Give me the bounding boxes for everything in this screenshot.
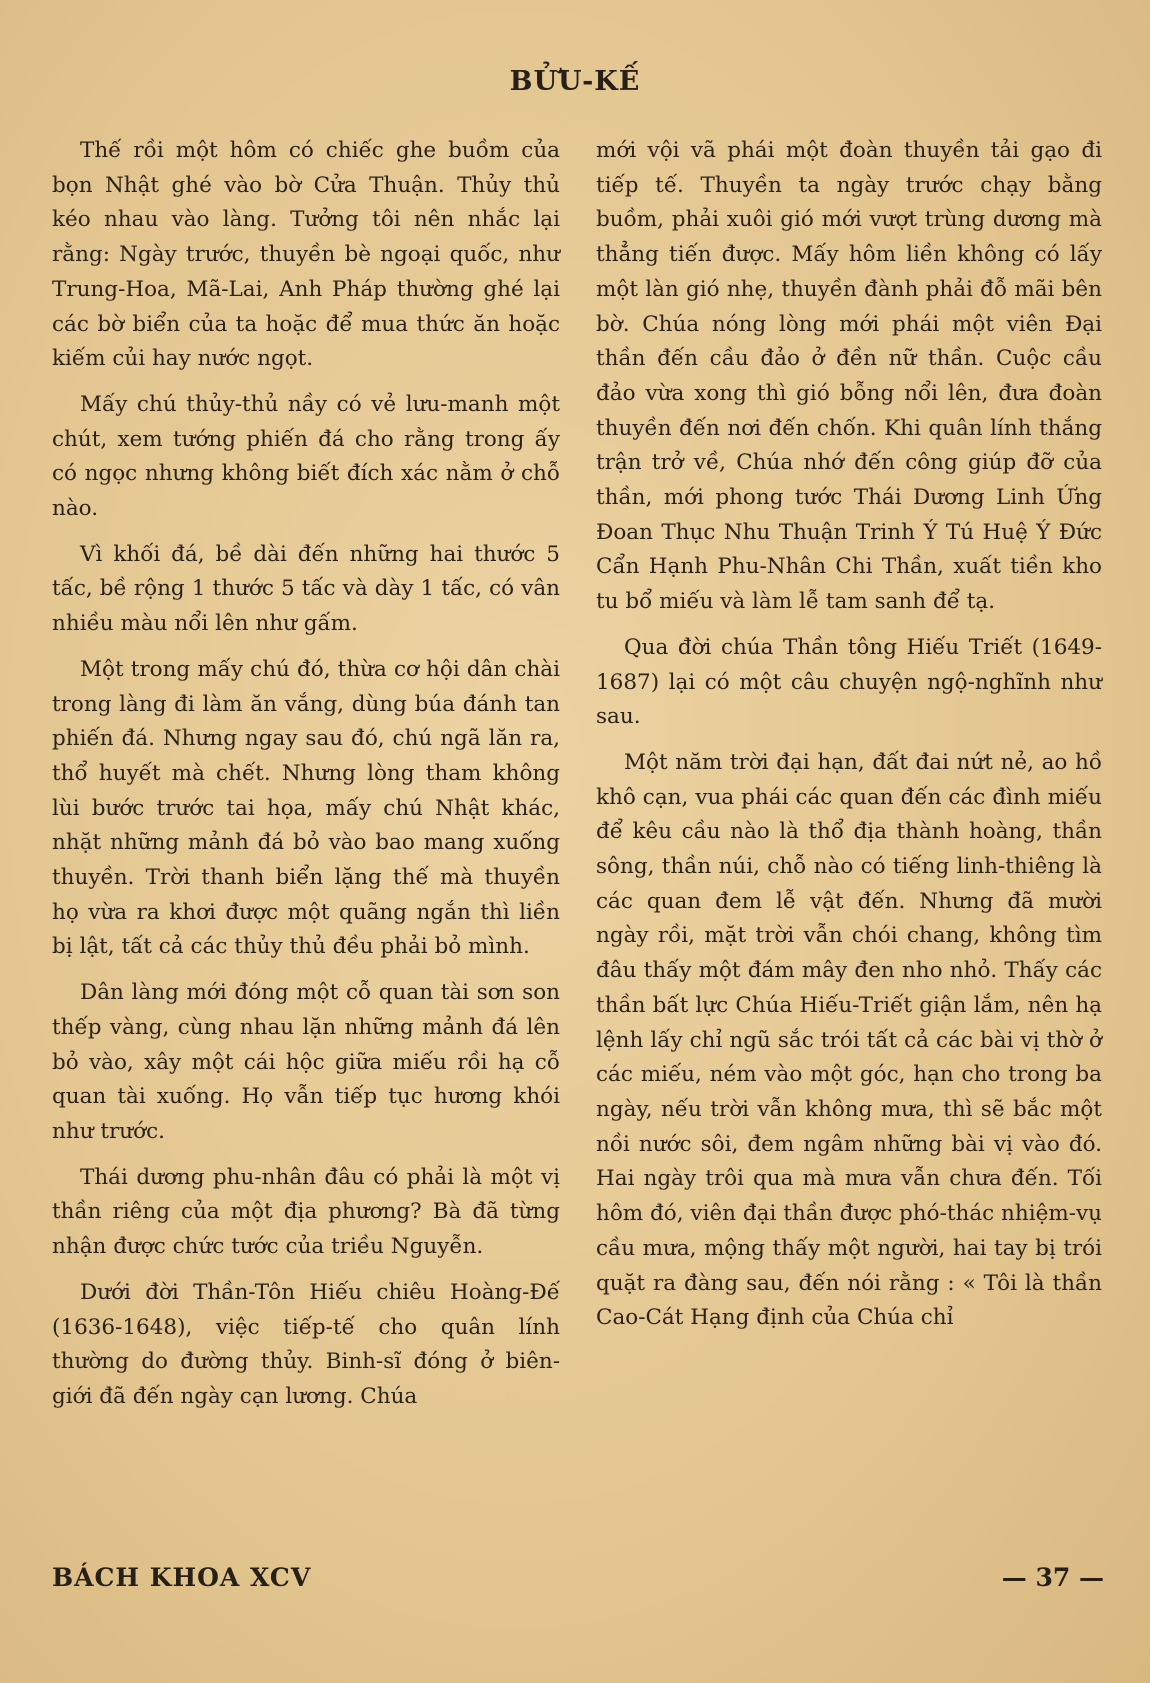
paragraph: Vì khối đá, bề dài đến những hai thước 5 tấc, bề rộng 1 thước 5 tấc và dày 1 tấc, có vân nhiều màu nổi lên như gấm. (52, 541, 560, 637)
paragraph: Mấy chú thủy-thủ nầy có vẻ lưu-manh một chút, xem tướng phiến đá cho rằng trong ấy có ngọc nhưng không biết đích xác nằm ở chỗ nào. (52, 391, 560, 522)
paragraph: Thế rồi một hôm có chiếc ghe buồm của bọn Nhật ghé vào bờ Cửa Thuận. Thủy thủ kéo nhau vào làng. Tưởng tôi nên nhắc lại rằng: Ngày trước, thuyền bè ngoại quốc, như Trung-Hoa, Mã-Lai, Anh Pháp thường ghé lại các bờ biển của ta hoặc để mua thức ăn hoặc kiếm củi hay nước ngọt. (52, 138, 560, 372)
paragraph: Dưới đời Thần-Tôn Hiếu chiêu Hoàng-Đế (1636-1648), việc tiếp-tế cho quân lính thường do đường thủy. Binh-sĩ đóng ở biên-giới đã đến ngày cạn lương. Chúa (52, 1279, 560, 1409)
paragraph: Thái dương phu-nhân đâu có phải là một vị thần riêng của một địa phương? Bà đã từng nhận được chức tước của triều Nguyễn. (52, 1164, 560, 1260)
paragraph: Một năm trời đại hạn, đất đai nứt nẻ, ao hồ khô cạn, vua phái các quan đến các đình miếu để kêu cầu nào là thổ địa thành hoàng, thần sông, thần núi, chỗ nào có tiếng linh-thiêng là các quan đem lễ vật đến. Nhưng đã mười ngày rồi, mặt trời vẫn chói chang, không tìm đâu thấy một đám mây đen nho nhỏ. Thấy các thần bất lực Chúa Hiếu-Triết giận lắm, nên hạ lệnh lấy chỉ ngũ sắc trói tất cả các bài vị thờ ở các miếu, ném vào một góc, hạn cho trong ba ngày, nếu trời vẫn không mưa, thì sẽ bắc một nồi nước sôi, đem ngâm những bài vị vào đó. Hai ngày trôi qua mà mưa vẫn chưa đến. Tối hôm đó, viên đại thần được phó-thác nhiệm-vụ cầu mưa, mộng thấy một người, hai tay bị trói quặt ra đàng sau, đến nói rằng : « Tôi là thần Cao-Cát Hạng định của Chúa chỉ (596, 749, 1102, 1331)
paragraph: Một trong mấy chú đó, thừa cơ hội dân chài trong làng đi làm ăn vắng, dùng búa đánh tan phiến đá. Nhưng ngay sau đó, chú ngã lăn ra, thổ huyết mà chết. Nhưng lòng tham không lùi bước trước tai họa, mấy chú Nhật khác, nhặt những mảnh đá bỏ vào bao mang xuống thuyền. Trời thanh biển lặng thế mà thuyền họ vừa ra khơi được một quãng ngắn thì liền bị lật, tất cả các thủy thủ đều phải bỏ mình. (52, 656, 560, 960)
paragraph: Qua đời chúa Thần tông Hiếu Triết (1649-1687) lại có một câu chuyện ngộ-nghĩnh như sau. (596, 634, 1102, 730)
publication-footer: BÁCH KHOA XCV (52, 1563, 312, 1592)
running-head: BỬU-KẾ (509, 66, 641, 97)
left-column (52, 134, 560, 1426)
page-number: — 37 — (1001, 1563, 1104, 1592)
paragraph-continued: mới vội vã phái một đoàn thuyền tải gạo đi tiếp tế. Thuyền ta ngày trước chạy bằng buồm, phải xuôi gió mới vượt trùng dương mà thẳng tiến được. Mấy hôm liền không có lấy một làn gió nhẹ, thuyền đành phải đỗ mãi bên bờ. Chúa nóng lòng mới phái một viên Đại thần đến cầu đảo ở đền nữ thần. Cuộc cầu đảo vừa xong thì gió bỗng nổi lên, đưa đoàn thuyền đến nơi đến chốn. Khi quân lính thắng trận trở về, Chúa nhớ đến công giúp đỡ của thần, mới phong tước Thái Dương Linh Ứng Đoan Thục Nhu Thuận Trinh Ý Tú Huệ Ý Đức Cẩn Hạnh Phu-Nhân Chi Thần, xuất tiền kho tu bổ miếu và làm lễ tam sanh để tạ. (596, 138, 1102, 615)
right-column (596, 134, 1102, 1347)
paragraph: Dân làng mới đóng một cỗ quan tài sơn son thếp vàng, cùng nhau lặn những mảnh đá lên bỏ vào, xây một cái hộc giữa miếu rồi hạ cỗ quan tài xuống. Họ vẫn tiếp tục hương khói như trước. (52, 980, 560, 1144)
